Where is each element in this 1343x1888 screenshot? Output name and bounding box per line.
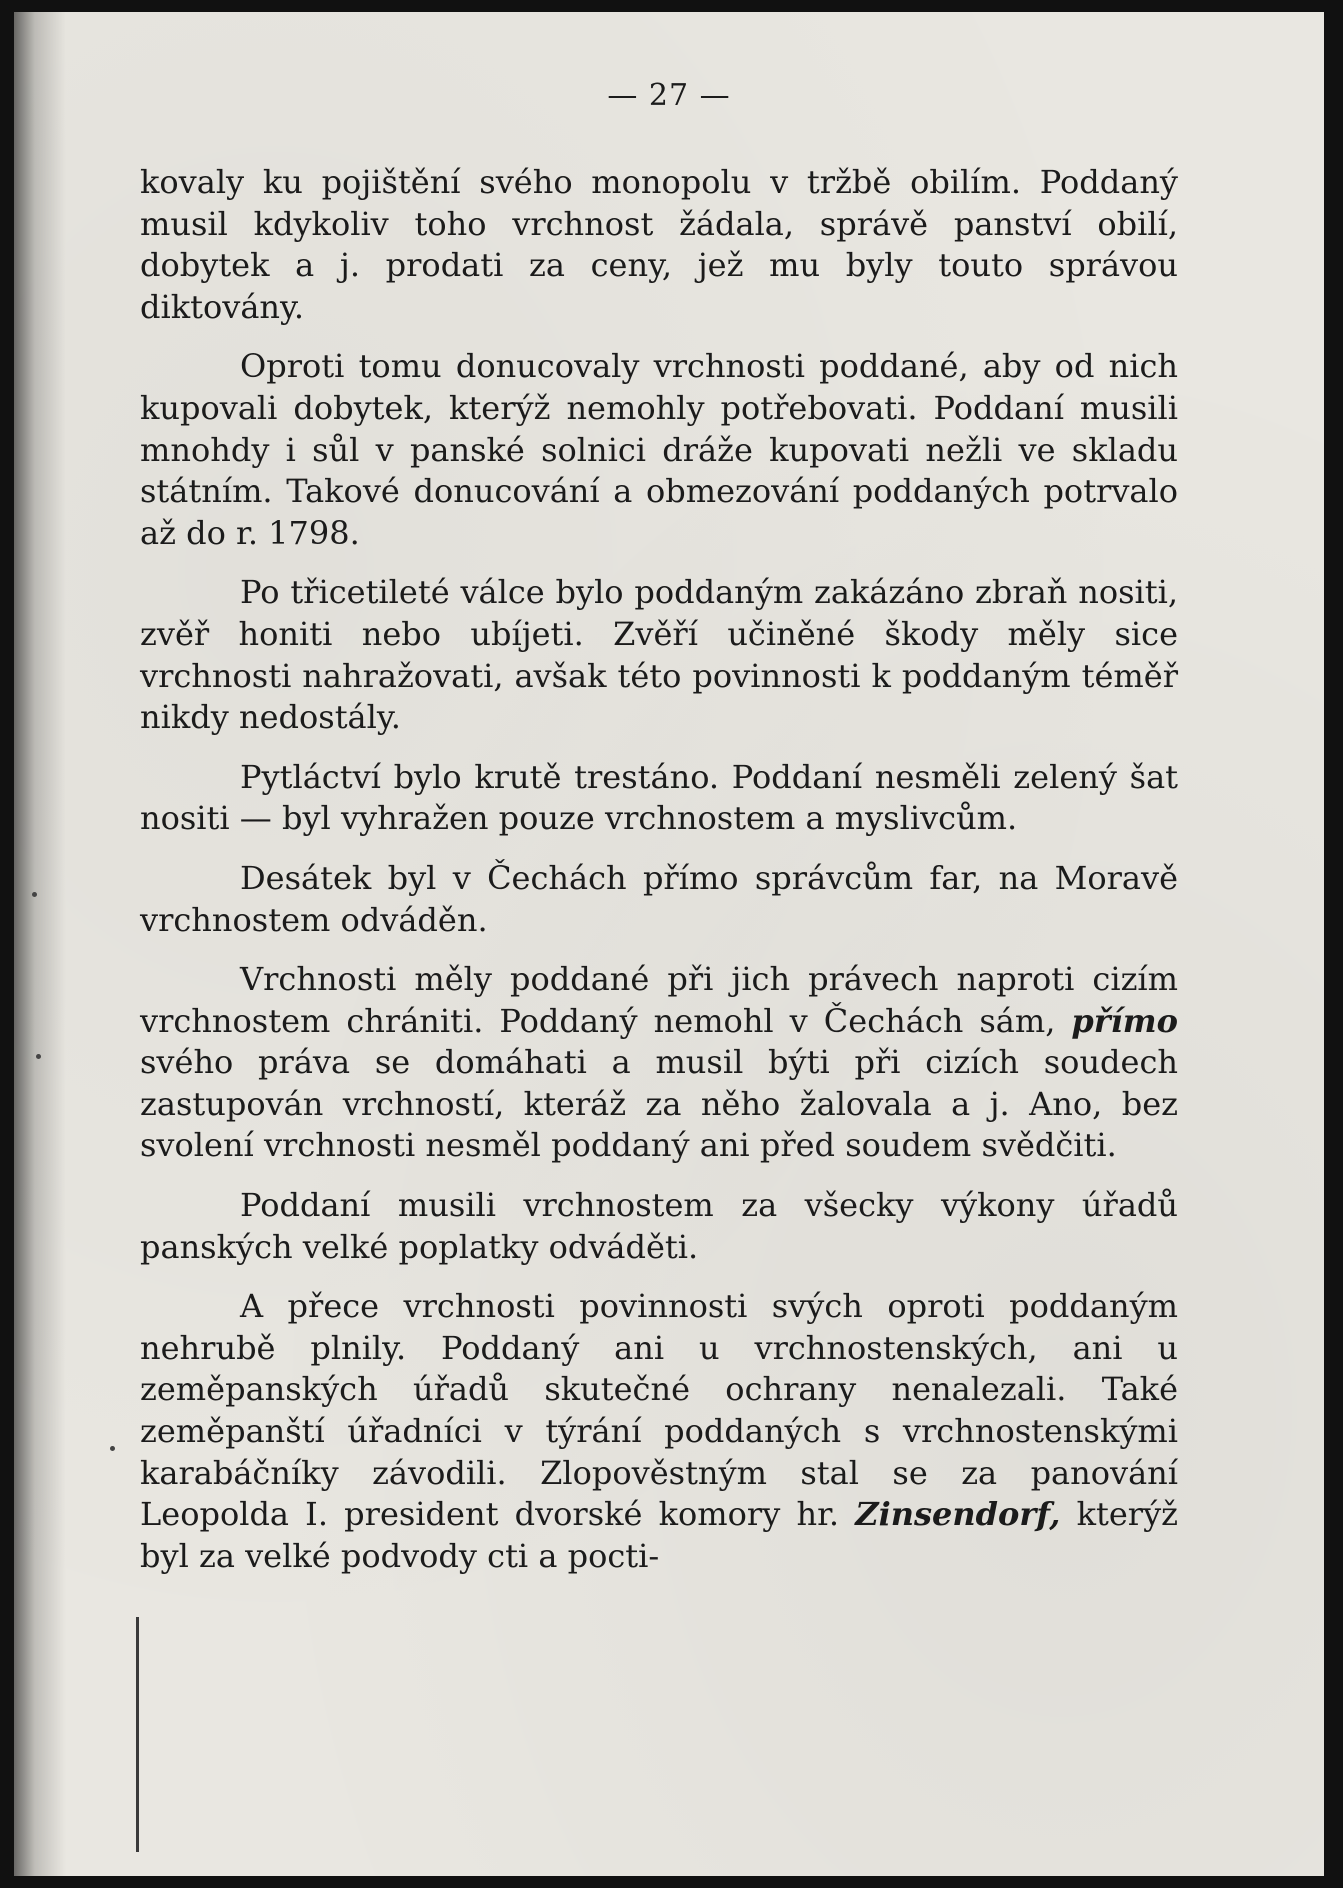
paragraph-8-after: kterýž byl za velké podvody cti a pocti- [140, 1495, 1179, 1575]
binding-shadow [14, 12, 66, 1876]
paragraph-6 [140, 959, 1178, 1167]
margin-speck [36, 1054, 41, 1059]
paragraph-8 [140, 1286, 1178, 1577]
margin-speck [32, 892, 37, 897]
paragraph-5: Desátek byl v Čechách přímo správcům far, na Moravě vrchnostem odváděn. [140, 858, 1178, 939]
emphasis-zinsendorf: Zinsendorf, [855, 1495, 1061, 1534]
paragraph-4: Pytláctví bylo krutě trestáno. Poddaní nesměli zelený šat nositi — byl vyhražen pouze vrchnostem a myslivcům. [140, 757, 1178, 838]
book-page [14, 12, 1324, 1876]
paragraph-6-before: Vrchnosti měly poddané při jich právech naproti cizím vrchnostem chrániti. Poddaný nemohl v Čechách sám, [140, 960, 1178, 1040]
paragraph-8-before: A přece vrchnosti povinnosti svých oproti poddaným nehrubě plnily. Poddaný ani u vrchnostenských, ani u zeměpanských úřadů skutečné ochrany nenalezali. Také zeměpanští úřadníci v týrání poddaných s vrchnostenskými karabáčníky závodili. Zlopověstným stal se za panování Leopolda I. president dvorské komory hr. [140, 1287, 1178, 1534]
body-text [140, 162, 1178, 1577]
paragraph-2: Oproti tomu donucovaly vrchnosti poddané, aby od nich kupovali dobytek, kterýž nemohly potřebovati. Poddaní musili mnohdy i sůl v panské solnici dráže kupovati nežli ve skladu státním. Takové donucování a obmezování poddaných potrvalo až do r. 1798. [140, 347, 1178, 552]
page-number: — 27 — [607, 78, 731, 113]
paragraph-6-after: svého práva se domáhati a musil býti při cizích soudech zastupován vrchností, kteráž za něho žalovala a j. Ano, bez svolení vrchnosti nesměl poddaný ani před soudem svědčiti. [140, 1043, 1178, 1165]
margin-speck [110, 1446, 115, 1451]
paragraph-1: kovaly ku pojištění svého monopolu v tržbě obilím. Poddaný musil kdykoliv toho vrchnost žádala, správě panství obilí, dobytek a j. prodati za ceny, jež mu byly touto správou diktovány. [140, 163, 1178, 326]
paragraph-7: Poddaní musili vrchnostem za všecky výkony úřadů panských velké poplatky odváděti. [140, 1186, 1178, 1266]
margin-pencil-line [136, 1617, 139, 1852]
emphasis-primo: přímo [1071, 1001, 1178, 1040]
paragraph-3: Po třicetileté válce bylo poddaným zakázáno zbraň nositi, zvěř honiti nebo ubíjeti. Zvěří učiněné škody měly sice vrchnosti nahražovati, avšak této povinnosti k poddaným téměř nikdy nedostály. [140, 573, 1178, 737]
